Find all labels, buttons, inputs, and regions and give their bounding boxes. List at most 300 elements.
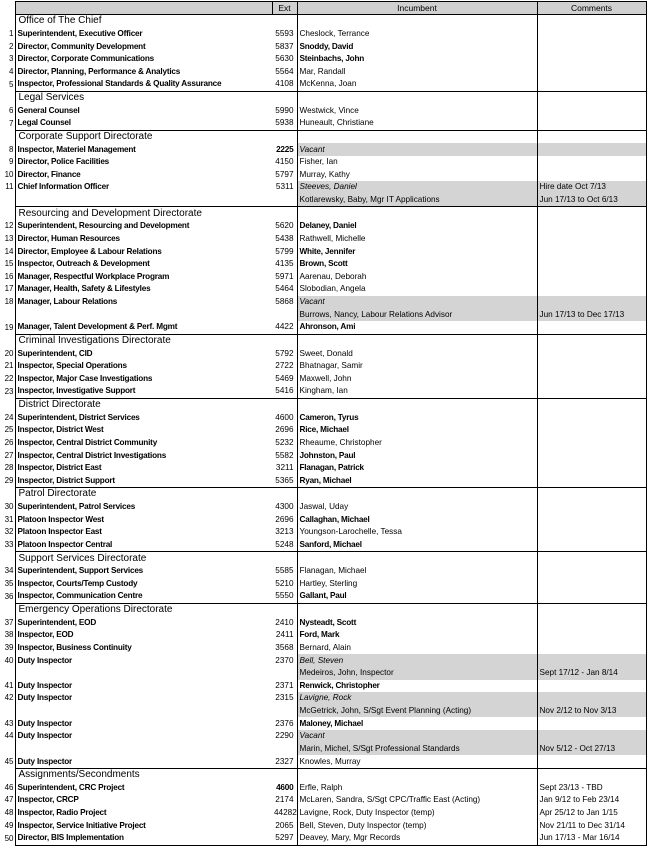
table-row	[1, 680, 646, 693]
incumbent: Lavigne, Rock	[297, 692, 537, 705]
section-title: Emergency Operations Directorate	[15, 603, 272, 616]
row-number: 36	[4, 591, 14, 601]
extension: 5248	[275, 539, 294, 549]
table-row	[1, 143, 646, 156]
extension: 4600	[275, 412, 294, 422]
extension: 2722	[275, 361, 294, 371]
table-row	[1, 819, 646, 832]
extension: 5799	[275, 246, 294, 256]
position-title	[15, 308, 272, 321]
row-number: 28	[4, 463, 14, 473]
incumbent: Callaghan, Michael	[297, 513, 537, 526]
incumbent: Sanford, Michael	[297, 539, 537, 552]
table-row	[1, 321, 646, 334]
table-row	[1, 526, 646, 539]
row-number: 23	[4, 386, 14, 396]
header-ext: Ext	[272, 2, 297, 15]
row-number: 24	[4, 412, 14, 422]
comments	[537, 143, 646, 156]
row-number: 8	[9, 144, 14, 154]
table-row	[1, 233, 646, 246]
table-row	[1, 385, 646, 398]
table-row	[1, 117, 646, 130]
section-spacer	[1, 552, 15, 565]
section-com-blank	[537, 91, 646, 104]
position-title: Manager, Labour Relations	[15, 296, 272, 309]
row-number: 38	[4, 630, 14, 640]
comments	[537, 680, 646, 693]
incumbent: Flanagan, Michael	[297, 565, 537, 578]
incumbent: Rathwell, Michelle	[297, 233, 537, 246]
comments	[537, 321, 646, 334]
incumbent: Hartley, Sterling	[297, 578, 537, 591]
incumbent: Ahronson, Ami	[297, 321, 537, 334]
header-comments: Comments	[537, 2, 646, 15]
incumbent: Ryan, Michael	[297, 475, 537, 488]
row-number: 47	[4, 795, 14, 805]
section-inc-blank	[297, 768, 537, 781]
table-row	[1, 245, 646, 258]
incumbent: Kotlarewsky, Baby, Mgr IT Applications	[297, 194, 537, 207]
row-number: 18	[4, 297, 14, 307]
extension: 4600	[276, 782, 294, 792]
comments	[537, 629, 646, 642]
comments	[537, 755, 646, 768]
table-row	[1, 169, 646, 182]
row-number: 32	[4, 527, 14, 537]
position-title: Superintendent, CID	[15, 347, 272, 360]
incumbent: Delaney, Daniel	[297, 220, 537, 233]
row-number: 27	[4, 450, 14, 460]
row-number: 42	[4, 693, 14, 703]
incumbent: Cheslock, Terrance	[297, 28, 537, 41]
comments	[537, 169, 646, 182]
position-title: Inspector, Outreach & Development	[15, 258, 272, 271]
comments	[537, 462, 646, 475]
position-title	[15, 743, 272, 756]
comments	[537, 220, 646, 233]
incumbent: Nysteadt, Scott	[297, 616, 537, 629]
comments	[537, 449, 646, 462]
position-title: Inspector, Communication Centre	[15, 590, 272, 603]
position-title: Inspector, District West	[15, 424, 272, 437]
comments	[537, 654, 646, 667]
comments	[537, 616, 646, 629]
row-number: 1	[9, 28, 14, 38]
incumbent: Bell, Steven	[297, 654, 537, 667]
table-row	[1, 578, 646, 591]
position-title: Platoon Inspector West	[15, 513, 272, 526]
incumbent: Kingham, Ian	[297, 385, 537, 398]
row-number: 14	[4, 246, 14, 256]
section-header	[1, 91, 646, 104]
incumbent: McLaren, Sandra, S/Sgt CPC/Traffic East (Acting)	[297, 794, 537, 807]
incumbent: Brown, Scott	[297, 258, 537, 271]
table-row	[1, 104, 646, 117]
section-inc-blank	[297, 603, 537, 616]
section-com-blank	[537, 207, 646, 220]
comments	[537, 271, 646, 284]
position-title: Director, Community Development	[15, 40, 272, 53]
row-number: 16	[4, 271, 14, 281]
table-row	[1, 642, 646, 655]
extension: 5582	[275, 450, 294, 460]
header-position	[15, 2, 272, 15]
extension: 2371	[275, 680, 294, 690]
incumbent: Erfle, Ralph	[297, 782, 537, 795]
comments: Nov 2/12 to Nov 3/13	[537, 705, 646, 718]
row-number: 10	[4, 169, 14, 179]
comments: Sept 23/13 - TBD	[537, 782, 646, 795]
row-number: 39	[4, 642, 14, 652]
section-spacer	[1, 768, 15, 781]
incumbent: Jaswal, Uday	[297, 501, 537, 514]
position-title: Superintendent, Executive Officer	[15, 28, 272, 41]
table-row	[1, 730, 646, 743]
table-row	[1, 513, 646, 526]
row-number: 3	[9, 54, 14, 64]
table-row	[1, 717, 646, 730]
extension: 5630	[275, 54, 294, 64]
section-title: Office of The Chief	[15, 15, 272, 28]
section-ext-blank	[272, 207, 297, 220]
comments	[537, 717, 646, 730]
comments	[537, 283, 646, 296]
row-number: 17	[4, 284, 14, 294]
extension: 4300	[275, 502, 294, 512]
section-com-blank	[537, 488, 646, 501]
extension: 2065	[275, 820, 294, 830]
incumbent: White, Jennifer	[297, 245, 537, 258]
position-title: General Counsel	[15, 104, 272, 117]
comments	[537, 692, 646, 705]
table-row	[1, 181, 646, 194]
incumbent: Murray, Kathy	[297, 169, 537, 182]
incumbent: Maloney, Michael	[297, 717, 537, 730]
comments: Jun 17/13 to Oct 6/13	[537, 194, 646, 207]
extension: 3568	[275, 642, 294, 652]
table-row	[1, 794, 646, 807]
row-number	[1, 743, 15, 756]
table-row	[1, 220, 646, 233]
comments	[537, 104, 646, 117]
row-number: 48	[4, 808, 14, 818]
comments	[537, 642, 646, 655]
section-ext-blank	[272, 488, 297, 501]
row-number: 20	[4, 348, 14, 358]
position-title: Inspector, Special Operations	[15, 360, 272, 373]
section-inc-blank	[297, 398, 537, 411]
comments	[537, 53, 646, 66]
comments	[537, 360, 646, 373]
position-title	[15, 705, 272, 718]
incumbent: Vacant	[297, 143, 537, 156]
table-row	[1, 743, 646, 756]
position-title: Inspector, Materiel Management	[15, 143, 272, 156]
row-number: 12	[4, 221, 14, 231]
extension: 44282	[274, 808, 297, 818]
comments	[537, 296, 646, 309]
incumbent: McKenna, Joan	[297, 78, 537, 91]
row-number: 41	[4, 680, 14, 690]
extension: 5792	[275, 348, 294, 358]
position-title: Inspector, Courts/Temp Custody	[15, 578, 272, 591]
comments	[537, 578, 646, 591]
section-com-blank	[537, 15, 646, 28]
extension: 5550	[275, 591, 294, 601]
comments	[537, 28, 646, 41]
section-spacer	[1, 488, 15, 501]
position-title: Superintendent, Resourcing and Development	[15, 220, 272, 233]
row-number: 44	[4, 731, 14, 741]
extension: 2370	[275, 655, 294, 665]
comments	[537, 78, 646, 91]
comments: Nov 21/11 to Dec 31/14	[537, 819, 646, 832]
position-title: Inspector, Service Initiative Project	[15, 819, 272, 832]
extension: 4108	[275, 79, 294, 89]
extension: 5585	[275, 566, 294, 576]
incumbent: Youngson-Larochelle, Tessa	[297, 526, 537, 539]
table-row	[1, 437, 646, 450]
row-number: 7	[9, 118, 14, 128]
comments	[537, 373, 646, 386]
extension: 4422	[275, 322, 294, 332]
section-ext-blank	[272, 552, 297, 565]
row-number: 6	[9, 105, 14, 115]
comments: Nov 5/12 - Oct 27/13	[537, 743, 646, 756]
section-spacer	[1, 603, 15, 616]
section-inc-blank	[297, 15, 537, 28]
section-header	[1, 207, 646, 220]
row-number: 49	[4, 820, 14, 830]
extension: 4150	[275, 157, 294, 167]
comments	[537, 117, 646, 130]
incumbent: Deavey, Mary, Mgr Records	[297, 832, 537, 845]
table-row	[1, 424, 646, 437]
table-row	[1, 53, 646, 66]
row-number: 50	[4, 833, 14, 843]
extension: 2696	[275, 514, 294, 524]
table-row	[1, 258, 646, 271]
section-com-blank	[537, 552, 646, 565]
section-header	[1, 334, 646, 347]
row-number: 19	[4, 322, 14, 332]
comments: Apr 25/12 to Jan 1/15	[537, 807, 646, 820]
position-title: Inspector, Major Case Investigations	[15, 373, 272, 386]
row-number: 22	[4, 373, 14, 383]
position-title: Director, Employee & Labour Relations	[15, 245, 272, 258]
section-spacer	[1, 15, 15, 28]
position-title: Director, Human Resources	[15, 233, 272, 246]
incumbent: Rheaume, Christopher	[297, 437, 537, 450]
position-title: Inspector, Professional Standards & Quality Assurance	[15, 78, 272, 91]
extension: 2696	[275, 425, 294, 435]
position-title: Superintendent, Patrol Services	[15, 501, 272, 514]
extension: 5990	[275, 105, 294, 115]
comments	[537, 156, 646, 169]
incumbent: Cameron, Tyrus	[297, 411, 537, 424]
row-number: 5	[9, 79, 14, 89]
section-title: District Directorate	[15, 398, 272, 411]
section-spacer	[1, 207, 15, 220]
row-number: 31	[4, 514, 14, 524]
incumbent: Renwick, Christopher	[297, 680, 537, 693]
position-title: Superintendent, CRC Project	[15, 782, 272, 795]
section-header	[1, 130, 646, 143]
comments	[537, 475, 646, 488]
table-row	[1, 296, 646, 309]
table-row	[1, 194, 646, 207]
table-row	[1, 28, 646, 41]
row-number: 26	[4, 437, 14, 447]
header-blank	[1, 2, 15, 15]
extension	[272, 194, 297, 207]
table-row	[1, 654, 646, 667]
row-number: 15	[4, 259, 14, 269]
section-inc-blank	[297, 488, 537, 501]
section-com-blank	[537, 603, 646, 616]
section-header	[1, 768, 646, 781]
incumbent: Johnston, Paul	[297, 449, 537, 462]
section-title: Patrol Directorate	[15, 488, 272, 501]
section-inc-blank	[297, 91, 537, 104]
incumbent: Aarenau, Deborah	[297, 271, 537, 284]
incumbent: Mar, Randall	[297, 66, 537, 79]
section-title: Assignments/Secondments	[15, 768, 272, 781]
row-number: 40	[4, 655, 14, 665]
extension: 5593	[275, 28, 294, 38]
comments	[537, 66, 646, 79]
incumbent: McGetrick, John, S/Sgt Event Planning (Acting)	[297, 705, 537, 718]
section-title: Support Services Directorate	[15, 552, 272, 565]
section-header	[1, 488, 646, 501]
incumbent: Sweet, Donald	[297, 347, 537, 360]
incumbent: Steinbachs, John	[297, 53, 537, 66]
section-inc-blank	[297, 552, 537, 565]
incumbent: Maxwell, John	[297, 373, 537, 386]
header-incumbent: Incumbent	[297, 2, 537, 15]
table-row	[1, 705, 646, 718]
table-row	[1, 565, 646, 578]
directory-table	[1, 1, 647, 846]
row-number: 9	[9, 157, 14, 167]
extension	[272, 308, 297, 321]
position-title: Inspector, Radio Project	[15, 807, 272, 820]
comments	[537, 730, 646, 743]
table-row	[1, 40, 646, 53]
row-number: 2	[9, 41, 14, 51]
incumbent: Bell, Steven, Duty Inspector (temp)	[297, 819, 537, 832]
header-row	[1, 2, 646, 15]
incumbent: Vacant	[297, 296, 537, 309]
incumbent: Marin, Michel, S/Sgt Professional Standards	[297, 743, 537, 756]
extension: 2174	[275, 795, 294, 805]
row-number: 37	[4, 617, 14, 627]
extension: 5469	[275, 373, 294, 383]
row-number	[1, 705, 15, 718]
section-inc-blank	[297, 334, 537, 347]
comments	[537, 526, 646, 539]
comments: Hire date Oct 7/13	[537, 181, 646, 194]
position-title: Platoon Inspector East	[15, 526, 272, 539]
row-number	[1, 308, 15, 321]
position-title: Manager, Respectful Workplace Program	[15, 271, 272, 284]
incumbent: Medeiros, John, Inspector	[297, 667, 537, 680]
position-title: Inspector, EOD	[15, 629, 272, 642]
row-number: 46	[4, 782, 14, 792]
incumbent: Gallant, Paul	[297, 590, 537, 603]
row-number: 34	[4, 566, 14, 576]
section-com-blank	[537, 768, 646, 781]
extension: 3213	[275, 527, 294, 537]
row-number: 25	[4, 425, 14, 435]
table-row	[1, 308, 646, 321]
section-header	[1, 15, 646, 28]
comments	[537, 437, 646, 450]
position-title: Inspector, Investigative Support	[15, 385, 272, 398]
extension	[272, 743, 297, 756]
row-number: 4	[9, 66, 14, 76]
incumbent: Knowles, Murray	[297, 755, 537, 768]
section-com-blank	[537, 398, 646, 411]
row-number: 43	[4, 718, 14, 728]
section-inc-blank	[297, 130, 537, 143]
extension: 5464	[275, 284, 294, 294]
table-row	[1, 347, 646, 360]
extension: 2376	[275, 718, 294, 728]
section-com-blank	[537, 334, 646, 347]
position-title: Duty Inspector	[15, 755, 272, 768]
position-title: Manager, Health, Safety & Lifestyles	[15, 283, 272, 296]
row-number: 33	[4, 540, 14, 550]
table-body	[1, 15, 646, 846]
extension: 5438	[275, 233, 294, 243]
extension: 2315	[275, 693, 294, 703]
extension: 3211	[275, 463, 294, 473]
extension: 5938	[275, 118, 294, 128]
section-header	[1, 603, 646, 616]
incumbent: Steeves, Daniel	[297, 181, 537, 194]
section-title: Corporate Support Directorate	[15, 130, 272, 143]
position-title: Duty Inspector	[15, 654, 272, 667]
comments	[537, 411, 646, 424]
position-title: Manager, Talent Development & Perf. Mgmt	[15, 321, 272, 334]
row-number	[1, 194, 15, 207]
incumbent: Rice, Michael	[297, 424, 537, 437]
section-spacer	[1, 130, 15, 143]
comments	[537, 245, 646, 258]
comments: Sept 17/12 - Jan 8/14	[537, 667, 646, 680]
incumbent: Burrows, Nancy, Labour Relations Advisor	[297, 308, 537, 321]
section-header	[1, 398, 646, 411]
table-row	[1, 373, 646, 386]
row-number: 21	[4, 361, 14, 371]
table-row	[1, 755, 646, 768]
extension	[272, 667, 297, 680]
position-title: Superintendent, District Services	[15, 411, 272, 424]
incumbent: Bernard, Alain	[297, 642, 537, 655]
position-title: Inspector, Central District Investigations	[15, 449, 272, 462]
incumbent: Slobodian, Angela	[297, 283, 537, 296]
table-row	[1, 629, 646, 642]
section-ext-blank	[272, 91, 297, 104]
extension: 5837	[275, 41, 294, 51]
extension: 4135	[275, 259, 294, 269]
incumbent: Lavigne, Rock, Duty Inspector (temp)	[297, 807, 537, 820]
row-number: 30	[4, 502, 14, 512]
table-row	[1, 66, 646, 79]
extension: 5797	[275, 169, 294, 179]
